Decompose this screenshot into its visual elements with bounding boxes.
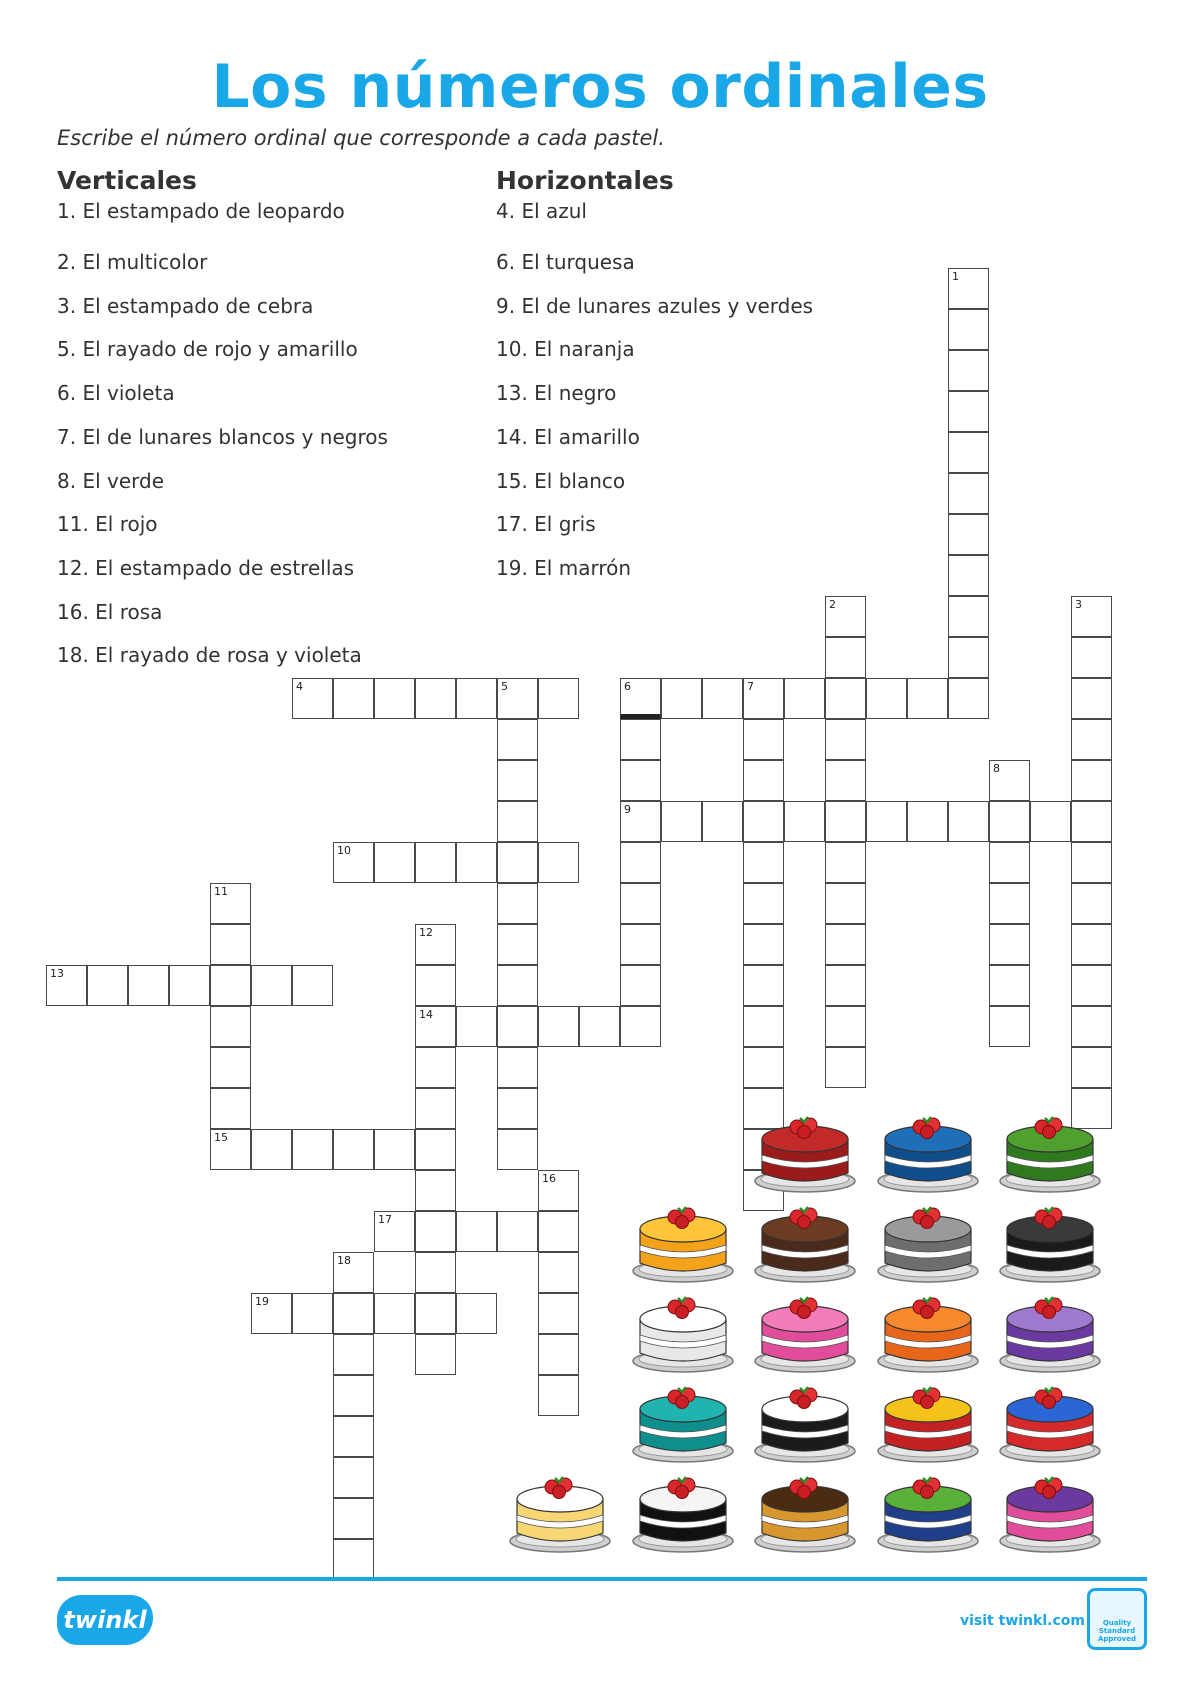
crossword-cell[interactable] [456,678,497,719]
crossword-cell[interactable] [333,1334,374,1375]
crossword-cell[interactable] [661,801,702,842]
clue-number: 2 [829,598,836,611]
crossword-cell[interactable] [743,760,784,801]
crossword-cell[interactable] [374,842,415,883]
crossword-cell[interactable] [743,1006,784,1047]
crossword-cell[interactable] [620,842,661,883]
crossword-cell[interactable] [743,965,784,1006]
crossword-cell[interactable] [210,924,251,965]
crossword-cell[interactable] [825,596,866,637]
clue-number: 7 [747,680,754,693]
crossword-cell[interactable] [948,678,989,719]
crossword-cell[interactable] [661,678,702,719]
crossword-cell[interactable] [292,1129,333,1170]
crossword-cell[interactable] [948,555,989,596]
clue-across-4: 4. El azul [496,199,587,223]
clue-number: 12 [419,926,433,939]
crossword-cell[interactable] [743,842,784,883]
crossword-cell[interactable] [497,1088,538,1129]
crossword-cell[interactable] [292,678,333,719]
crossword-cell[interactable] [948,596,989,637]
crossword-cell[interactable] [948,391,989,432]
clue-down-18: 18. El rayado de rosa y violeta [57,643,362,668]
crossword-cell[interactable] [415,1170,456,1211]
clues-horizontales-list [496,198,813,591]
crossword-cell[interactable] [333,1498,374,1539]
crossword-cell[interactable] [825,719,866,760]
crossword-cell[interactable] [538,1375,579,1416]
crossword-cell[interactable] [456,1211,497,1252]
clue-number: 11 [214,885,228,898]
crossword-cell[interactable] [538,1252,579,1293]
crossword-cell[interactable] [456,1293,497,1334]
crossword-cell[interactable] [825,801,866,842]
clue-down-1: 1. El estampado de leopardo [57,199,345,223]
crossword-cell[interactable] [948,268,989,309]
crossword-cell[interactable] [743,719,784,760]
crossword-cell[interactable] [743,1047,784,1088]
clue-number: 4 [296,680,303,693]
crossword-cell[interactable] [743,801,784,842]
crossword-cell[interactable] [538,842,579,883]
crossword-cell[interactable] [128,965,169,1006]
crossword-cell[interactable] [989,883,1030,924]
crossword-cell[interactable] [497,801,538,842]
quality-badge-icon [1087,1588,1147,1650]
crossword-cell[interactable] [415,1252,456,1293]
crossword-cell[interactable] [333,1375,374,1416]
crossword-cell[interactable] [1071,801,1112,842]
crossword-cell[interactable] [333,1457,374,1498]
clue-number: 9 [624,803,631,816]
cake-black-icon [997,1193,1103,1285]
crossword-cell[interactable] [333,1416,374,1457]
crossword-cell[interactable] [1071,1006,1112,1047]
crossword-cell[interactable] [87,965,128,1006]
crossword-cell[interactable] [415,1293,456,1334]
crossword-cell[interactable] [1030,801,1071,842]
crossword-cell[interactable] [1071,883,1112,924]
crossword-cell[interactable] [743,678,784,719]
crossword-cell[interactable] [784,801,825,842]
crossword-cell[interactable] [538,1006,579,1047]
crossword-cell[interactable] [251,1129,292,1170]
clue-across-6: 6. El turquesa [496,250,635,274]
clue-across-9: 9. El de lunares azules y verdes [496,293,814,318]
clue-down-5: 5. El rayado de rojo y amarillo [57,337,358,362]
cake-leopard-icon [752,1463,858,1555]
crossword-cell[interactable] [210,965,251,1006]
crossword-cell[interactable] [538,1211,579,1252]
crossword-cell[interactable] [497,965,538,1006]
crossword-cell[interactable] [333,1293,374,1334]
crossword-cell[interactable] [989,924,1030,965]
crossword-cell[interactable] [579,1006,620,1047]
crossword-cell[interactable] [989,760,1030,801]
crossword-cell[interactable] [948,637,989,678]
crossword-cell[interactable] [825,760,866,801]
crossword-cell[interactable] [825,637,866,678]
crossword-cell[interactable] [702,801,743,842]
crossword-cell[interactable] [1071,678,1112,719]
crossword-cell[interactable] [374,1129,415,1170]
crossword-cell[interactable] [948,473,989,514]
crossword-cell[interactable] [620,924,661,965]
cake-brown-icon [752,1193,858,1285]
crossword-cell[interactable] [374,678,415,719]
crossword-cell[interactable] [497,883,538,924]
clue-number: 8 [993,762,1000,775]
clue-across-19: 19. El marrón [496,555,632,580]
clue-down-6: 6. El violeta [57,381,175,406]
crossword-cell[interactable] [825,883,866,924]
crossword-cell[interactable] [1071,596,1112,637]
crossword-cell[interactable] [210,883,251,924]
cake-pink-violet-stripes-icon [997,1463,1103,1555]
crossword-cell[interactable] [333,678,374,719]
visit-link[interactable]: visit twinkl.com [960,1613,1085,1629]
crossword-cell[interactable] [497,1211,538,1252]
crossword-cell[interactable] [1071,842,1112,883]
clue-number: 18 [337,1254,351,1267]
cake-zebra-icon [630,1463,736,1555]
instructions: Escribe el número ordinal que corresponde a cada pastel. [57,126,665,150]
crossword-cell[interactable] [1071,1047,1112,1088]
crossword-cell[interactable] [825,924,866,965]
crossword-cell[interactable] [210,1129,251,1170]
crossword-cell[interactable] [497,678,538,719]
clue-number: 15 [214,1131,228,1144]
clue-down-16: 16. El rosa [57,599,163,624]
crossword-cell[interactable] [210,1088,251,1129]
crossword-cell[interactable] [948,801,989,842]
cake-multicolour-icon [997,1373,1103,1465]
crossword-cell[interactable] [497,760,538,801]
crossword-cell[interactable] [210,1006,251,1047]
crossword-cell[interactable] [1071,637,1112,678]
crossword-cell[interactable] [415,1129,456,1170]
crossword-cell[interactable] [251,1293,292,1334]
clue-number: 13 [50,967,64,980]
crossword-cell[interactable] [702,678,743,719]
crossword-cell[interactable] [415,1006,456,1047]
crossword-cell[interactable] [497,842,538,883]
cake-red-icon [752,1103,858,1195]
crossword-cell[interactable] [620,1006,661,1047]
clue-down-7: 7. El de lunares blancos y negros [57,424,388,449]
clues-verticales [57,166,388,678]
crossword-cell[interactable] [989,801,1030,842]
crossword-cell[interactable] [948,514,989,555]
cake-turquoise-icon [630,1373,736,1465]
crossword-cell[interactable] [415,965,456,1006]
crossword-cell[interactable] [497,719,538,760]
crossword-cell[interactable] [415,1088,456,1129]
crossword-cell[interactable] [620,678,661,719]
crossword-cell[interactable] [497,1047,538,1088]
crossword-cell[interactable] [497,924,538,965]
crossword-cell[interactable] [825,965,866,1006]
crossword-cell[interactable] [1071,760,1112,801]
clue-number: 19 [255,1295,269,1308]
clue-number: 6 [624,680,631,693]
crossword-cell[interactable] [415,924,456,965]
crossword-cell[interactable] [497,1129,538,1170]
crossword-cell[interactable] [743,883,784,924]
clue-down-8: 8. El verde [57,468,165,493]
cake-red-yellow-stripes-icon [875,1373,981,1465]
clue-number: 3 [1075,598,1082,611]
page-title: Los números ordinales [211,52,989,122]
crossword-cell[interactable] [620,801,661,842]
crossword-cell[interactable] [456,842,497,883]
clue-number: 16 [542,1172,556,1185]
cake-orange-icon [875,1283,981,1375]
crossword-cell[interactable] [415,1211,456,1252]
crossword-cell[interactable] [374,1211,415,1252]
twinkl-logo[interactable]: twinkl [57,1595,153,1645]
crossword-cell[interactable] [538,1334,579,1375]
crossword-cell[interactable] [333,1539,374,1580]
crossword-cell[interactable] [620,719,661,760]
crossword-cell[interactable] [415,1047,456,1088]
crossword-cell[interactable] [743,924,784,965]
crossword-cell[interactable] [784,678,825,719]
clue-down-2: 2. El multicolor [57,250,208,274]
cake-pink-icon [752,1283,858,1375]
crossword-cell[interactable] [210,1047,251,1088]
crossword-cell[interactable] [415,842,456,883]
crossword-cell[interactable] [333,842,374,883]
crossword-cell[interactable] [948,309,989,350]
crossword-cell[interactable] [866,678,907,719]
crossword-cell[interactable] [825,842,866,883]
clue-across-14: 14. El amarillo [496,424,640,449]
crossword-cell[interactable] [1071,965,1112,1006]
crossword-cell[interactable] [825,1006,866,1047]
crossword-cell[interactable] [866,801,907,842]
crossword-cell[interactable] [989,965,1030,1006]
crossword-cell[interactable] [1071,719,1112,760]
cake-white-icon [630,1283,736,1375]
crossword-cell[interactable] [1071,924,1112,965]
crossword-cell[interactable] [415,678,456,719]
clues-horizontales [496,166,813,591]
clue-number: 17 [378,1213,392,1226]
crossword-cell[interactable] [948,350,989,391]
clue-across-17: 17. El gris [496,512,596,537]
crossword-cell[interactable] [538,1170,579,1211]
cake-black-white-polka-icon [752,1373,858,1465]
clue-number: 10 [337,844,351,857]
clues-verticales-list [57,198,388,678]
crossword-cell[interactable] [333,1129,374,1170]
crossword-cell[interactable] [825,1047,866,1088]
crossword-cell[interactable] [374,1293,415,1334]
clue-down-12: 12. El estampado de estrellas [57,555,355,580]
cake-blue-icon [875,1103,981,1195]
cake-green-icon [997,1103,1103,1195]
crossword-cell[interactable] [989,842,1030,883]
crossword-cell[interactable] [907,801,948,842]
clue-down-3: 3. El estampado de cebra [57,293,314,318]
clue-number: 1 [952,270,959,283]
crossword-cell[interactable] [825,678,866,719]
cake-stars-icon [507,1463,613,1555]
cake-violet-icon [997,1283,1103,1375]
clues-horizontales-heading: Horizontales [496,166,674,195]
crossword-cell[interactable] [620,965,661,1006]
footer-divider [57,1577,1147,1581]
clue-down-11: 11. El rojo [57,512,158,537]
crossword-cell[interactable] [333,1252,374,1293]
crossword-cell[interactable] [497,1006,538,1047]
cake-grey-icon [875,1193,981,1285]
clue-across-13: 13. El negro [496,381,617,406]
crossword-cell[interactable] [415,1334,456,1375]
crossword-cell[interactable] [46,965,87,1006]
clue-number: 5 [501,680,508,693]
crossword-cell[interactable] [620,760,661,801]
clues-verticales-heading: Verticales [57,166,197,195]
crossword-cell[interactable] [907,678,948,719]
crossword-cell[interactable] [292,965,333,1006]
crossword-cell[interactable] [456,1006,497,1047]
clue-number: 14 [419,1008,433,1021]
crossword-cell[interactable] [620,883,661,924]
clue-across-10: 10. El naranja [496,337,635,362]
cake-yellow-icon [630,1193,736,1285]
clue-across-15: 15. El blanco [496,468,626,493]
crossword-cell[interactable] [292,1293,333,1334]
crossword-cell[interactable] [948,432,989,473]
crossword-cell[interactable] [538,678,579,719]
crossword-cell[interactable] [251,965,292,1006]
crossword-cell[interactable] [538,1293,579,1334]
crossword-cell[interactable] [169,965,210,1006]
crossword-cell[interactable] [989,1006,1030,1047]
quality-badge-text: Quality Standard Approved [1097,1619,1137,1643]
cake-blue-green-polka-icon [875,1463,981,1555]
